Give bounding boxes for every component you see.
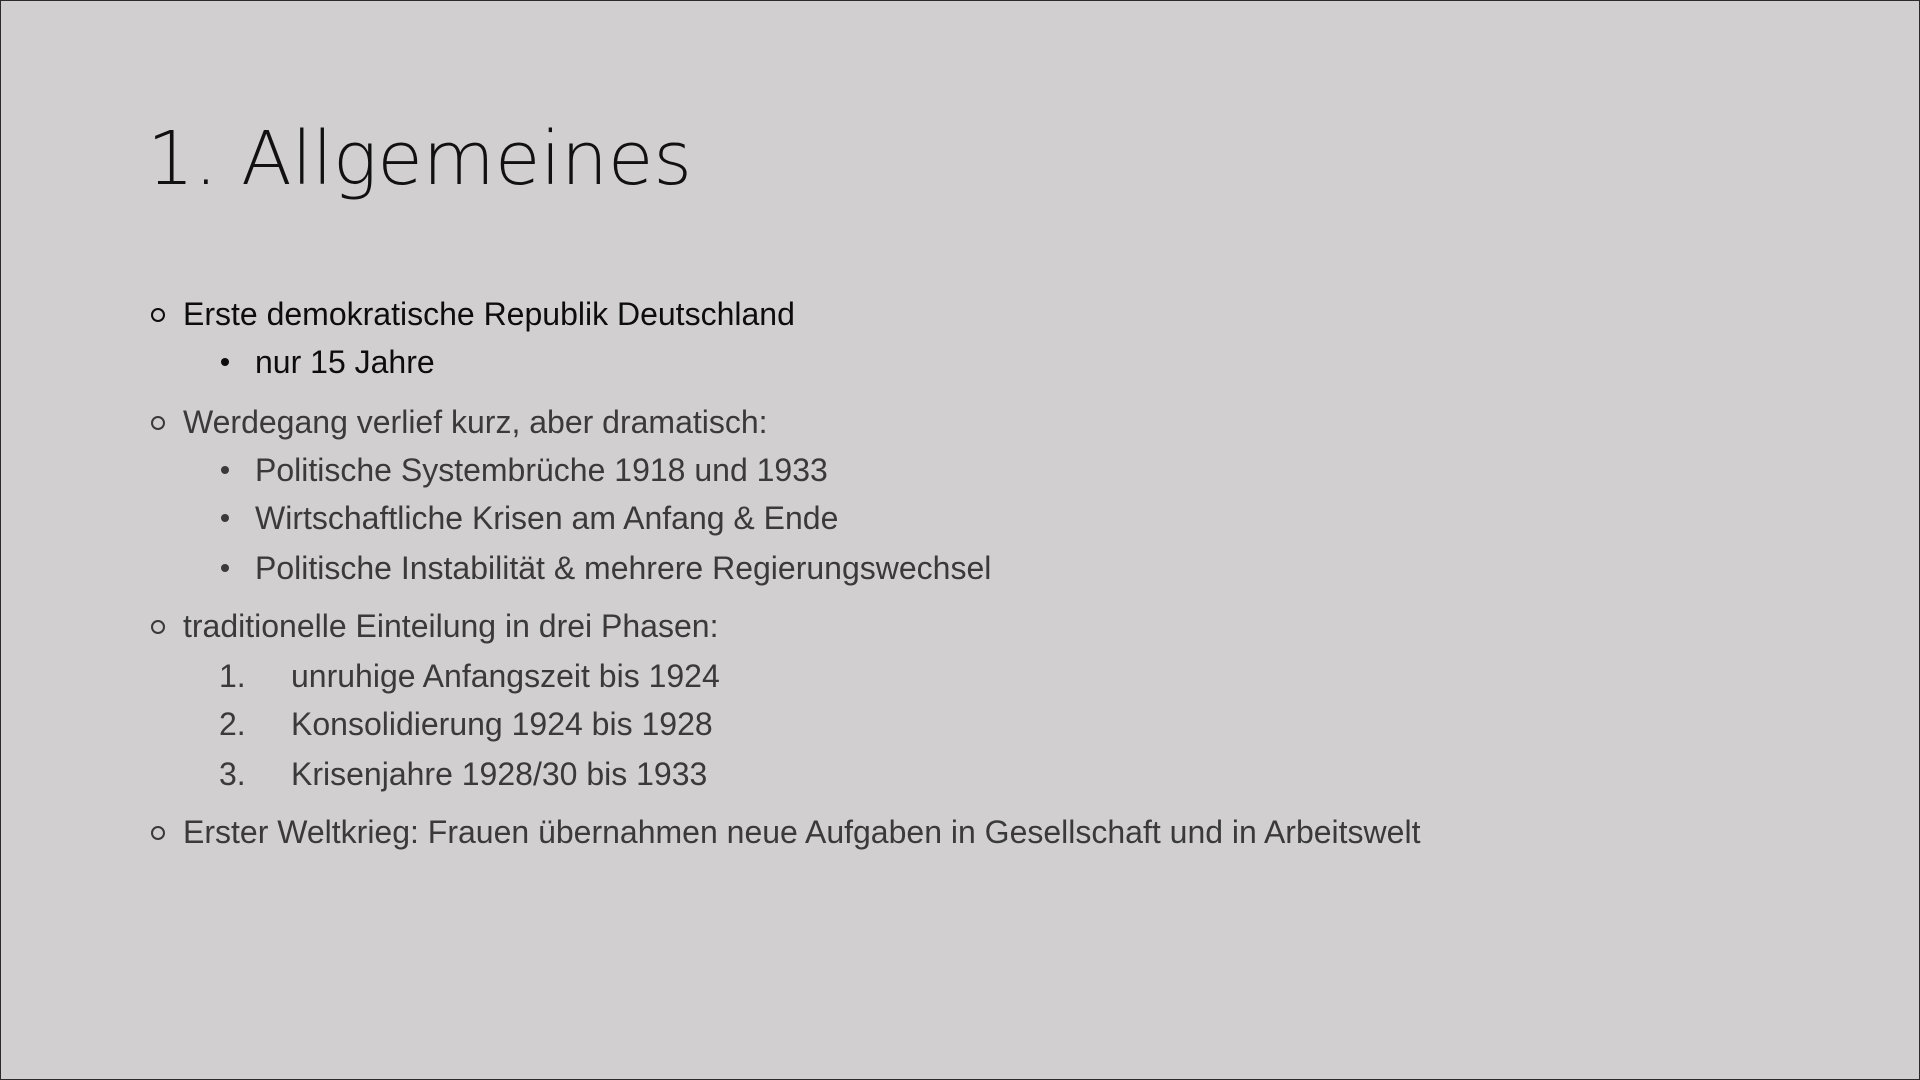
circle-bullet-icon [151, 416, 165, 430]
item-number: 2. [219, 706, 246, 742]
item-number: 3. [219, 756, 246, 792]
bullet-icon [221, 564, 229, 572]
circle-bullet-icon [151, 826, 165, 840]
bullet-icon [221, 514, 229, 522]
circle-bullet-icon [151, 308, 165, 322]
item-number: 1. [219, 658, 246, 694]
sub-list-item [219, 342, 819, 382]
list-item-text: Werdegang verlief kurz, aber dramatisch: [183, 404, 768, 440]
sub-list-item-text: nur 15 Jahre [255, 344, 435, 380]
list-item [147, 812, 1747, 852]
numbered-item [219, 656, 1119, 696]
list-item [147, 402, 1047, 442]
sub-list-item [219, 548, 1219, 588]
sub-list-item-text: Wirtschaftliche Krisen am Anfang & Ende [255, 500, 839, 536]
sub-list-item-text: Politische Instabilität & mehrere Regierungswechsel [255, 550, 992, 586]
list-item [147, 294, 1047, 334]
circle-bullet-icon [151, 620, 165, 634]
sub-list-item [219, 450, 1119, 490]
sub-list-item-text: Politische Systembrüche 1918 und 1933 [255, 452, 828, 488]
list-item-text: traditionelle Einteilung in drei Phasen: [183, 608, 719, 644]
bullet-icon [221, 358, 229, 366]
slide-title: 1. Allgemeines [147, 116, 692, 202]
list-item-text: Erste demokratische Republik Deutschland [183, 296, 795, 332]
bullet-icon [221, 466, 229, 474]
list-item-text: Erster Weltkrieg: Frauen übernahmen neue Aufgaben in Gesellschaft und in Arbeitswelt [183, 814, 1421, 850]
sub-list-item [219, 498, 1119, 538]
numbered-item [219, 754, 1119, 794]
list-item [147, 606, 1047, 646]
numbered-item-text: unruhige Anfangszeit bis 1924 [291, 658, 720, 694]
numbered-item-text: Krisenjahre 1928/30 bis 1933 [291, 756, 708, 792]
numbered-item [219, 704, 1119, 744]
numbered-item-text: Konsolidierung 1924 bis 1928 [291, 706, 713, 742]
